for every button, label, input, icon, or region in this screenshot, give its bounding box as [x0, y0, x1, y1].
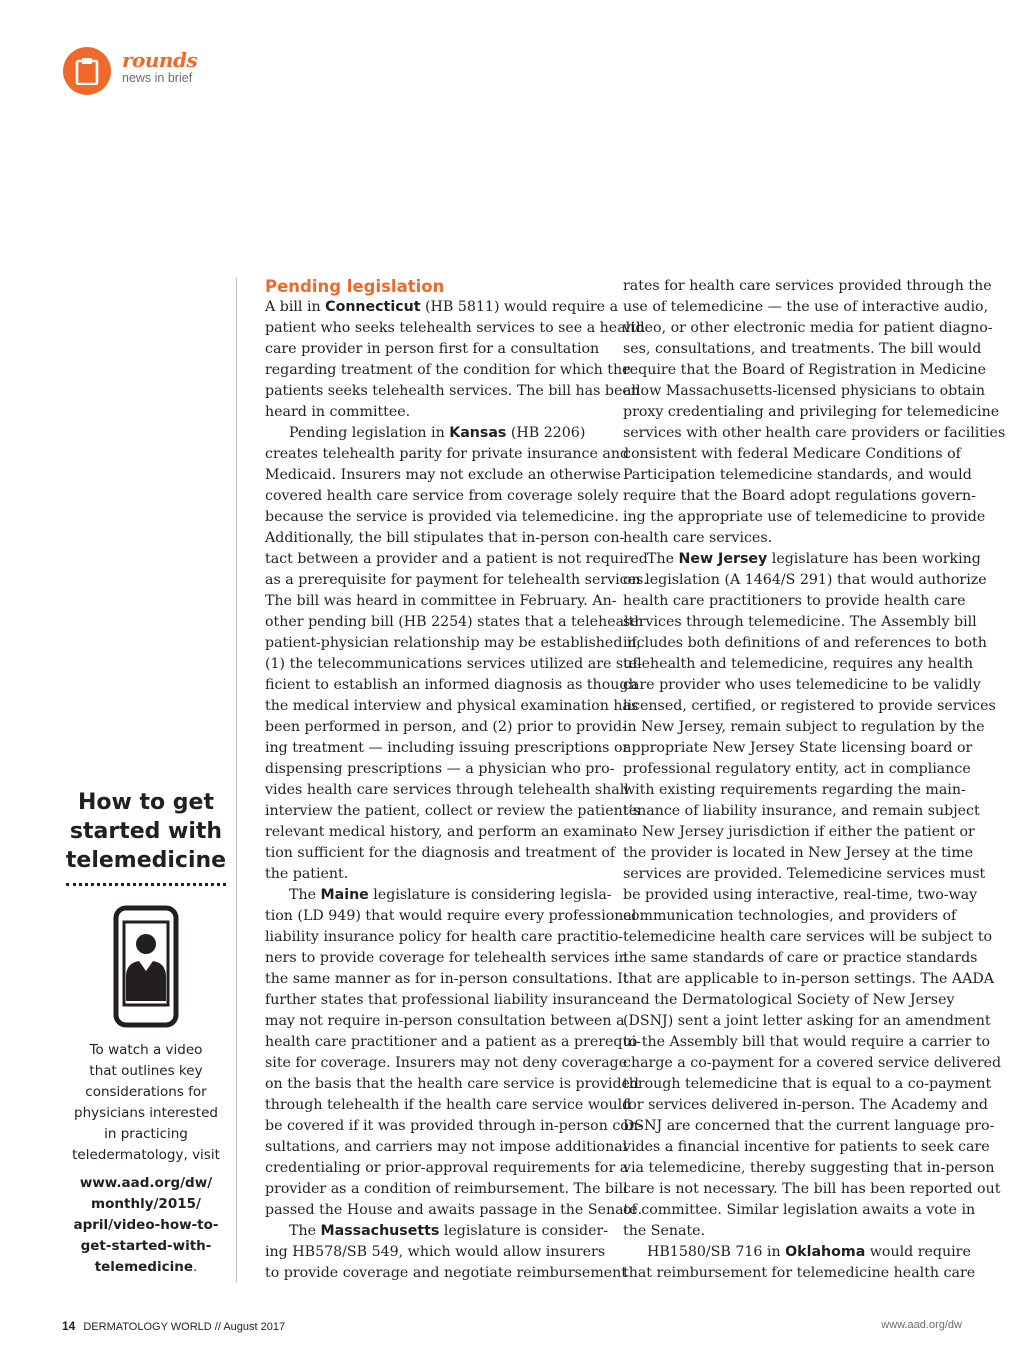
publication-name: DERMATOLOGY WORLD // August 2017 [83, 1321, 286, 1333]
text-line: tact between a provider and a patient is not required [265, 551, 648, 567]
text-line: ing the appropriate use of telemedicine to provide [623, 509, 986, 525]
text-line: with existing requirements regarding the main- [623, 782, 966, 798]
text-line: patient-physician relationship may be established if, [265, 635, 641, 651]
text-line: (1) the telecommunications services utilized are suf- [265, 656, 642, 672]
text-line: to the Assembly bill that would require a carrier to [623, 1034, 990, 1050]
text-line: tion sufficient for the diagnosis and treatment of [265, 845, 616, 861]
text-line: and the Dermatological Society of New Jersey [623, 992, 955, 1008]
text-line: be covered if it was provided through in-person con- [265, 1118, 643, 1134]
text-line: health care practitioners to provide health care [623, 593, 966, 609]
text-line: that reimbursement for telemedicine health care [623, 1265, 976, 1281]
text-line: interview the patient, collect or review the patient’s [265, 803, 641, 819]
text-line: DSNJ are concerned that the current language pro- [623, 1118, 995, 1134]
text-line: tion (LD 949) that would require every professional [265, 908, 637, 924]
text-line: require that the Board adopt regulations govern- [623, 488, 976, 504]
text-line: the same standards of care or practice standards [623, 950, 978, 966]
text-line: the Senate. [623, 1223, 706, 1239]
rounds-logo [63, 47, 111, 95]
text-line: The New Jersey legislature has been working [647, 551, 981, 567]
text-line: charge a co-payment for a covered service delivered [623, 1055, 1002, 1071]
text-line: patients seeks telehealth services. The bill has been [265, 383, 640, 399]
text-line: heard in committee. [265, 404, 411, 420]
text-line: covered health care service from coverage solely [265, 488, 619, 504]
sidebar-title: How to get started with telemedicine [65, 790, 227, 873]
clipboard-icon [75, 57, 99, 85]
state-name: Connecticut [325, 299, 421, 315]
column-divider [236, 278, 237, 1282]
text-line: telehealth and telemedicine, requires any health [623, 656, 974, 672]
text-line: the patient. [265, 866, 349, 882]
section-title: rounds [122, 48, 198, 72]
text-line: appropriate New Jersey State licensing board or [623, 740, 973, 756]
text-line: licensed, certified, or registered to provide services [623, 698, 996, 714]
text-line: patient who seeks telehealth services to see a health [265, 320, 646, 336]
text-line: liability insurance policy for health care practitio- [265, 929, 624, 945]
article-heading: Pending legislation [265, 277, 445, 296]
text-line: site for coverage. Insurers may not deny coverage [265, 1055, 628, 1071]
text-line: The Maine legislature is considering legisla- [289, 887, 612, 903]
text-line: care provider who uses telemedicine to be validly [623, 677, 981, 693]
text-line: regarding treatment of the condition for which the [265, 362, 631, 378]
text-line: in New Jersey, remain subject to regulation by the [623, 719, 985, 735]
text-line: consistent with federal Medicare Conditions of [623, 446, 961, 462]
text-line: care is not necessary. The bill has been reported out [623, 1181, 1001, 1197]
text-line: to New Jersey jurisdiction if either the patient or [623, 824, 975, 840]
state-name: Oklahoma [785, 1244, 866, 1260]
text-line: health care services. [623, 530, 773, 546]
text-line: Pending legislation in Kansas (HB 2206) [289, 425, 586, 441]
section-subtitle: news in brief [122, 71, 193, 85]
text-line: ficient to establish an informed diagnosis as though [265, 677, 638, 693]
text-line: video, or other electronic media for patient diagno- [623, 320, 993, 336]
text-line: The Massachusetts legislature is consider- [289, 1223, 609, 1239]
sidebar-text: To watch a video that outlines key considerations for physicians interested in practicing teledermatology, visit [72, 1042, 220, 1163]
article-column-2 [623, 276, 1006, 1284]
text-line: rates for health care services provided through the [623, 278, 992, 294]
text-line: health care practitioner and a patient as a prerequi- [265, 1034, 641, 1050]
text-line: of committee. Similar legislation awaits a vote in [623, 1202, 976, 1218]
text-line: may not require in-person consultation between a [265, 1013, 625, 1029]
text-line: to provide coverage and negotiate reimbursement [265, 1265, 628, 1281]
text-line: sultations, and carriers may not impose additional [265, 1139, 628, 1155]
text-line: further states that professional liability insurance [265, 992, 624, 1008]
text-line: as a prerequisite for payment for telehealth services. [265, 572, 648, 588]
section-header [122, 49, 197, 85]
text-line: ses, consultations, and treatments. The bill would [623, 341, 982, 357]
text-line: relevant medical history, and perform an examina- [265, 824, 629, 840]
text-line: Additionally, the bill stipulates that in-person con- [265, 530, 625, 546]
text-line: professional regulatory entity, act in compliance [623, 761, 971, 777]
state-name: Massachusetts [320, 1223, 440, 1239]
text-line: proxy credentialing and privileging for telemedicine [623, 404, 1000, 420]
text-line: on the basis that the health care service is provided [265, 1076, 640, 1092]
text-line: (DSNJ) sent a joint letter asking for an amendment [623, 1013, 991, 1029]
text-line: allow Massachusetts-licensed physicians to obtain [623, 383, 986, 399]
text-line: passed the House and awaits passage in the Senate. [265, 1202, 643, 1218]
text-line: on legislation (A 1464/S 291) that would authorize [623, 572, 987, 588]
text-line: telemedicine health care services will be subject to [623, 929, 993, 945]
text-line: credentialing or prior-approval requirements for a [265, 1160, 629, 1176]
text-line: ners to provide coverage for telehealth services in [265, 950, 628, 966]
text-line: provider as a condition of reimbursement. The bill [265, 1181, 628, 1197]
text-line: ing treatment — including issuing prescriptions or [265, 740, 630, 756]
sidebar-box [62, 788, 230, 1278]
text-line: been performed in person, and (2) prior to provid- [265, 719, 627, 735]
text-line: be provided using interactive, real-time, two-way [623, 887, 978, 903]
text-line: services through telemedicine. The Assembly bill [623, 614, 977, 630]
text-line: care provider in person first for a consultation [265, 341, 600, 357]
text-line: that are applicable to in-person settings. The AADA [623, 971, 994, 987]
text-line: services with other health care providers or facilities [623, 425, 1006, 441]
text-line: communication technologies, and providers of [623, 908, 957, 924]
text-line: require that the Board of Registration in Medicine [623, 362, 987, 378]
page-number: 14 [62, 1319, 76, 1333]
text-line: vides a financial incentive for patients to seek care [623, 1139, 990, 1155]
text-line: dispensing prescriptions — a physician who pro- [265, 761, 615, 777]
text-line: the same manner as for in-person consultations. It [265, 971, 629, 987]
text-line: services are provided. Telemedicine services must [623, 866, 986, 882]
text-line: tenance of liability insurance, and remain subject [623, 803, 980, 819]
text-line: other pending bill (HB 2254) states that a telehealth [265, 614, 644, 630]
text-line: for services delivered in-person. The Academy and [623, 1097, 988, 1113]
state-name: Kansas [449, 425, 507, 441]
text-line: A bill in Connecticut (HB 5811) would require a [265, 299, 619, 315]
text-line: because the service is provided via telemedicine. [265, 509, 619, 525]
text-line: HB1580/SB 716 in Oklahoma would require [647, 1244, 971, 1260]
text-line: Medicaid. Insurers may not exclude an otherwise [265, 467, 621, 483]
state-name: Maine [320, 887, 369, 903]
text-line: through telemedicine that is equal to a co-payment [623, 1076, 992, 1092]
text-line: ing HB578/SB 549, which would allow insurers [265, 1244, 606, 1260]
text-line: the medical interview and physical examination has [265, 698, 639, 714]
footer-url[interactable]: www.aad.org/dw [881, 1319, 962, 1331]
article-column-1 [265, 276, 648, 1284]
smartphone-user-icon [113, 905, 179, 1028]
dotted-divider [66, 883, 226, 886]
text-line: through telehealth if the health care service would [265, 1097, 632, 1113]
text-line: the provider is located in New Jersey at the time [623, 845, 974, 861]
text-line: includes both definitions of and references to both [623, 635, 987, 651]
text-line: use of telemedicine — the use of interactive audio, [623, 299, 989, 315]
sidebar-video-link[interactable]: www.aad.org/dw/ monthly/2015/ april/video-how-to- get-started-with- telemedicine. [73, 1175, 219, 1275]
text-line: The bill was heard in committee in February. An- [265, 593, 617, 609]
footer-left [62, 1319, 285, 1333]
text-line: via telemedicine, thereby suggesting that in-person [623, 1160, 995, 1176]
state-name: New Jersey [678, 551, 768, 567]
text-line: Participation telemedicine standards, and would [623, 467, 972, 483]
text-line: vides health care services through telehealth shall [265, 782, 629, 798]
text-line: creates telehealth parity for private insurance and [265, 446, 630, 462]
